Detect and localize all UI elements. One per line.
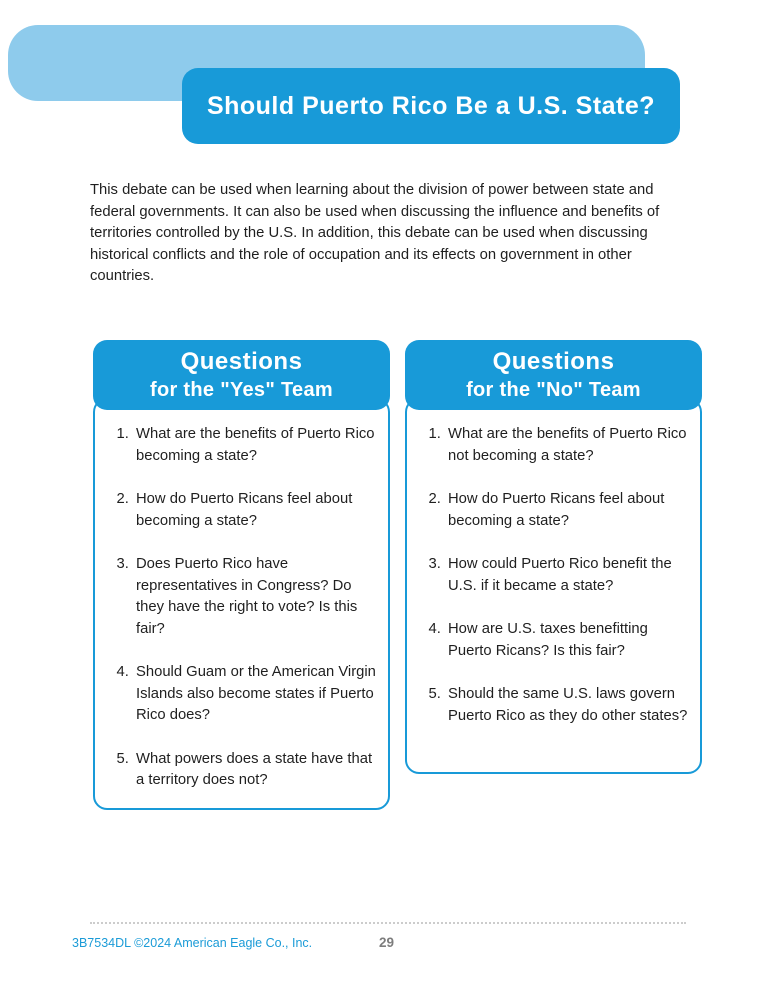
yes-team-question-list [101, 424, 376, 792]
no-team-card [405, 340, 702, 774]
yes-team-header [93, 340, 390, 410]
question-item: 2. How do Puerto Ricans feel about becoming a state? [133, 489, 376, 532]
no-team-header-line2: for the "No" Team [466, 379, 641, 401]
question-item: 4. Should Guam or the American Virgin Islands also become states if Puerto Rico does? [133, 662, 376, 727]
yes-team-question-box [93, 398, 390, 810]
no-team-header [405, 340, 702, 410]
page-number: 29 [378, 935, 395, 950]
footer-copyright: 3B7534DL ©2024 American Eagle Co., Inc. [72, 936, 313, 950]
question-item: 3. Does Puerto Rico have representatives in Congress? Do they have the right to vote? Is this fair? [133, 554, 376, 640]
question-item: 4. How are U.S. taxes benefitting Puerto Ricans? Is this fair? [445, 619, 688, 662]
yes-team-header-line2: for the "Yes" Team [150, 379, 333, 401]
intro-paragraph: This debate can be used when learning about the division of power between state and federal governments. It can also be used when discussing the influence and benefits of territories controlled by the U.S. In addition, this debate can be used when discussing historical conflicts and the role of occupation and its effects on government in other countries. [90, 182, 660, 284]
no-team-question-list [413, 424, 688, 727]
question-item: 1. What are the benefits of Puerto Rico becoming a state? [133, 424, 376, 467]
question-item: 3. How could Puerto Rico benefit the U.S. if it became a state? [445, 554, 688, 597]
page-title: Should Puerto Rico Be a U.S. State? [206, 91, 656, 120]
yes-team-header-line1: Questions [180, 348, 303, 375]
no-team-question-box [405, 398, 702, 774]
yes-team-card [93, 340, 390, 810]
question-item: 1. What are the benefits of Puerto Rico not becoming a state? [445, 424, 688, 467]
question-item: 5. What powers does a state have that a territory does not? [133, 749, 376, 792]
footer-divider [90, 922, 686, 924]
title-banner [182, 68, 680, 144]
question-item: 5. Should the same U.S. laws govern Puerto Rico as they do other states? [445, 684, 688, 727]
question-item: 2. How do Puerto Ricans feel about becoming a state? [445, 489, 688, 532]
no-team-header-line1: Questions [492, 348, 615, 375]
